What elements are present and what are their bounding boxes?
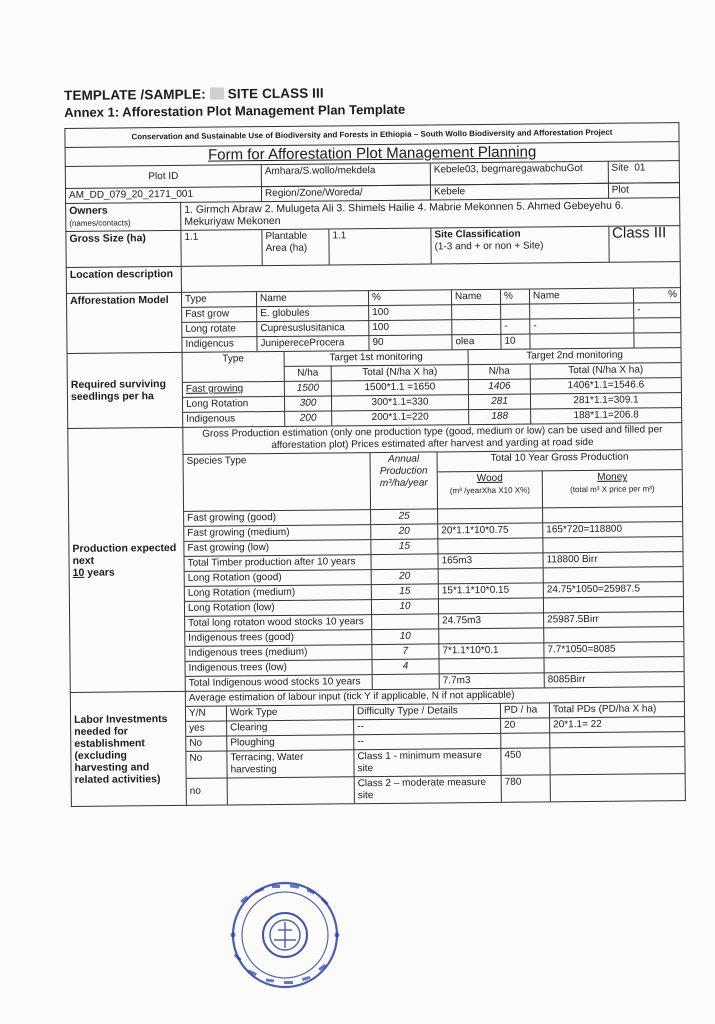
estimation-note: Gross Production estimation (only one production type (good, medium or low) can be used and filled per afforestation plot) Prices estimated after harvest and yarding at road side — [183, 423, 681, 454]
table-row: yes Clearing -- 20 20*1.1= 22 — [186, 717, 684, 737]
table-row: No Ploughing -- — [186, 732, 684, 752]
owners-label: Owners (names/contacts) — [66, 202, 181, 231]
labor-table: Average estimation of labour input (tick Y if applicable, N if not applicable) Y/N Work Type Difficulty Type / Details PD / ha Total PDs (PD/ha X ha) yes Clearing -- 20 20*1.1= 22 No Ploughing -- No Terracing, Water harvesting Class 1 - minimum measure site 450 no Class 2 – moderate measure site 780 — [186, 687, 685, 805]
official-seal-icon — [210, 880, 360, 990]
owners-value: 1. Girmch Abraw 2. Mulugeta Ali 3. Shimels Hailie 4. Mabrie Mekonnen 5. Ahmed Gebeyehu 6. Mekuriyaw Mekonen — [181, 198, 680, 231]
table-row: Long Rotation (low) 10 — [185, 597, 683, 617]
table-row: Long Rotation 300 300*1.1=330 281 281*1.1=309.1 — [183, 393, 681, 413]
table-row: Long Rotation (medium) 15 15*1.1*10*0.15 24.75*1050=25987.5 — [185, 582, 683, 602]
site-class-cell: Site Classification (1-3 and + or non + Site) — [431, 226, 609, 264]
table-row: Indigenous trees (low) 4 — [186, 657, 684, 677]
table-row: No Terracing, Water harvesting Class 1 - minimum measure site 450 — [186, 747, 684, 779]
plantable-area-label: Plantable Area (ha) — [262, 229, 329, 266]
afforestation-model-label: Afforestation Model — [66, 292, 182, 353]
table-row: Total long rotaton wood stocks 10 years 24.75m3 25987.5Birr — [185, 612, 683, 632]
seedlings-label: Required surviving seedlings per ha — [67, 352, 183, 428]
table-row: Indigenous trees (good) 10 — [185, 627, 683, 647]
table-row: Fast growing (good) 25 — [184, 507, 682, 527]
table-row: Total Timber production after 10 years 165m3 118800 Birr — [185, 552, 683, 572]
table-row: Fast growing (low) 15 — [184, 537, 682, 557]
table-row: Fast growing 1500 1500*1.1 =1650 1406 1406*1.1=1546.6 — [183, 378, 681, 398]
production-label: Production expected next 10 years — [68, 427, 186, 692]
kebele-value: Kebele03, begmaregawabchuGot — [430, 161, 608, 185]
region-label: Region/Zone/Woreda/ — [261, 185, 430, 202]
table-row: Fast grow E. globules 100 - — [182, 303, 680, 323]
location-label: Location description — [66, 266, 181, 293]
table-row: Long Rotation (good) 20 — [185, 567, 683, 587]
table-row: Total Indigenous wood stocks 10 years 7.7m3 8085Birr — [186, 672, 684, 691]
labor-note: Average estimation of labour input (tick Y if applicable, N if not applicable) — [186, 687, 684, 706]
gross-size-label: Gross Size (ha) — [66, 230, 181, 267]
production-table: Gross Production estimation (only one production type (good, medium or low) can be used and filled per afforestation plot) Prices estimated after harvest and yarding at road side Species Type Annual Production m³/ha/year Total 10 Year Gross Production Wood (m³ /yearXha X10 X%) Money (total m³ X price per m³) Fast growing (good) 25 Fast growing (medium) 20 20*1.1*10*0.75 165*720=118800 Fast growing (low) 15 Total Timber production after 10 years 165m3 118800 Birr Long Rotation (good) 20 Long Rotation (medium) 15 15*1.1*10*0.15 24.75*1050=25987.5 Long Rotation (low) 10 Total long rotaton wood stocks 10 years 24.75m3 25987.5Birr Indigenous trees (good) 10 Indigenous trees (medium) 7 7*1.1*10*0.1 7.7*1050=8085 Indigenous trees (low) 4 Total Indigenous wood stocks 10 years 7.7m3 8085Birr — [183, 423, 684, 691]
table-row: Long rotate Cupresuslusitanica 100 - - — [182, 318, 680, 338]
seedlings-table: Type Target 1st monitoring Target 2nd monitoring N/ha Total (N/ha X ha) N/ha Total (N/ha X ha) Fast growing 1500 1500*1.1 =1650 1406 1406*1.1=1546.6 Long Rotation 300 300*1.1=330 281 281*1.1=309.1 Indigenous 200 200*1.1=220 188 188*1.1=206.8 — [183, 348, 682, 427]
plot-label: Plot — [608, 183, 679, 199]
afforestation-model-table: Type Name % Name % Name % Fast grow E. globules 100 - Long rotate Cupresuslusitanica 100 - - Indigencus JunipereceProcera 90 olea 10 — [182, 288, 681, 352]
table-row: Fast growing (medium) 20 20*1.1*10*0.75 165*720=118800 — [184, 522, 682, 542]
table-row: Indigenous 200 200*1.1=220 188 188*1.1=206.8 — [183, 408, 681, 427]
plantable-area-value: 1.1 — [329, 228, 431, 265]
table-row: Indigenous trees (medium) 7 7*1.1*10*0.1 7.7*1050=8085 — [185, 642, 683, 662]
site-class-value: Class III — [609, 226, 681, 263]
template-heading: TEMPLATE /SAMPLE: SITE CLASS III — [64, 85, 324, 103]
redacted-mark — [210, 87, 224, 99]
region-value: Amhara/S.wollo/mekdela — [261, 163, 430, 187]
project-title: Conservation and Sustainable Use of Biodiversity and Forests in Ethiopia – South Wollo Biodiversity and Afforestation Project — [65, 123, 679, 148]
plot-id-value: AM_DD_079_20_2171_001 — [65, 187, 261, 204]
labor-label: Labor Investments needed for establishment (excluding harvesting and related activities) — [70, 691, 186, 806]
main-form-table: Conservation and Sustainable Use of Biodiversity and Forests in Ethiopia – South Wollo Biodiversity and Afforestation Project Form for Afforestation Plot Management Planning Plot ID Amhara/S.wollo/mekdela Kebele03, begmaregawabchuGot Site 01 AM_DD_079_20_2171_001 Region/Zone/Woreda/ Kebele Plot Owners (names/contacts) 1. Girmch Abraw 2. Mulugeta Ali 3. Shimels Hailie 4. Mabrie Mekonnen 5. Ahmed Gebeyehu 6. Mekuriyaw Mekonen Gross Size (ha) 1.1 Plantable Area (ha) 1.1 Site Classification (1-3 and + or non + Site) Class III Location description Afforestation Model Type Name % Name % Name % Fast grow E. globules 100 - Long rotate Cupresuslusitanica 100 - - Indigencus JunipereceProcera 90 olea 10 Required surviving seedlings per ha Type Target 1st monitoring Target 2nd monitoring N/ha Total (N/ha X ha) N/ha Total (N/ha X ha) Fast growing 1500 1500*1.1 =1650 1406 1406*1.1=1546.6 Long Rotation 300 300*1.1=330 281 281*1.1=309.1 Indigenous 200 200*1.1=220 188 188*1.1=206.8 Production expected next 10 years Gross Production estimation (only one production type (good, medium or low) can be used and filled per afforestation plot) Prices estimated after harvest and yarding at road side Species Type Annual Production m³/ha/year Total 10 Year Gross Production Wood (m³ /yearXha X10 X%) Money (total m³ X price per m³) Fast growing (good) 25 Fast growing (medium) 20 20*1.1*10*0.75 165*720=118800 Fast growing (low) 15 Total Timber production after 10 years 165m3 118800 Birr Long Rotation (good) 20 Long Rotation (medium) 15 15*1.1*10*0.15 24.75*1050=25987.5 Long Rotation (low) 10 Total long rotaton wood stocks 10 years 24.75m3 25987.5Birr Indigenous trees (good) 10 Indigenous trees (medium) 7 7*1.1*10*0.1 7.7*1050=8085 Indigenous trees (low) 4 Total Indigenous wood stocks 10 years 7.7m3 8085Birr Labor Investments needed for establishment (excluding harvesting and related activities) Average estimation of labour input (tick Y if applicable, N if not applicable) Y/N Work Type Difficulty Type / Details PD / ha Total PDs (PD/ha X ha) yes Clearing -- 20 20*1.1= 22 No Ploughing -- No Terracing, Water harvesting Class 1 - minimum measure site 450 no Class 2 – moderate measure site 780 — [64, 122, 685, 807]
plot-id-label: Plot ID — [65, 165, 261, 189]
table-row: no Class 2 – moderate measure site 780 — [187, 774, 685, 805]
gross-size-value: 1.1 — [181, 230, 262, 267]
form-page — [64, 82, 686, 807]
annex-title: Annex 1: Afforestation Plot Management Plan Template — [64, 101, 406, 120]
form-title: Form for Afforestation Plot Management Planning — [65, 142, 679, 167]
kebele-label: Kebele — [430, 183, 608, 200]
table-row: Indigencus JunipereceProcera 90 olea 10 — [182, 333, 680, 352]
